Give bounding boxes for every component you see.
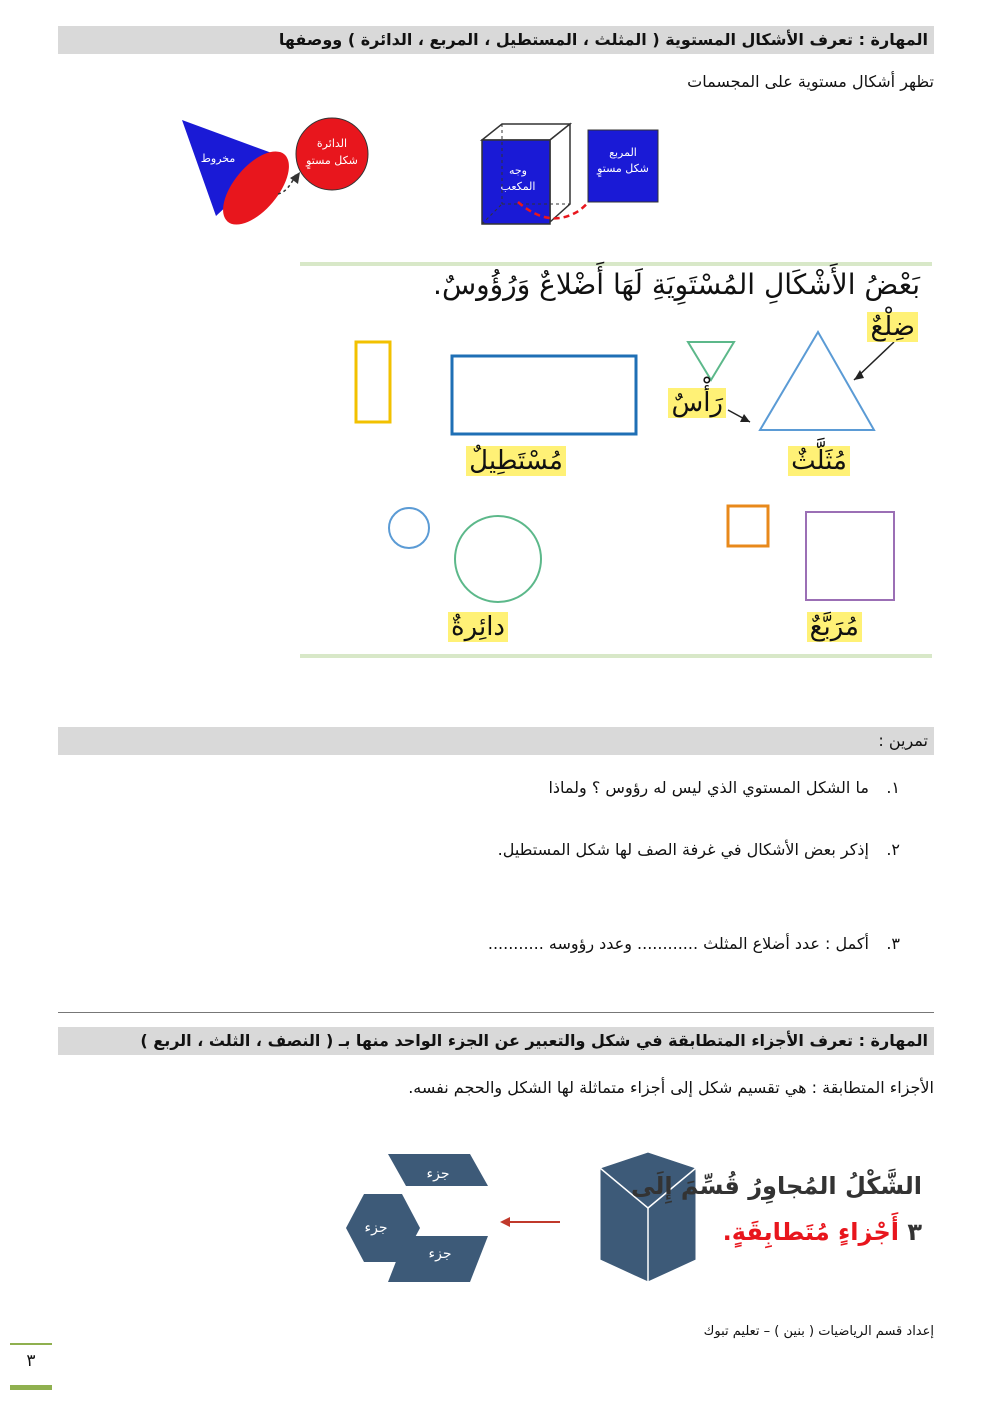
question-1-num: ١. [886, 778, 900, 797]
parts-caption-text: أَجْزاءٍ مُتَطابِقَةٍ. [722, 1218, 899, 1246]
exercise-title: تمرين : [58, 727, 934, 755]
circle-label-2: شكل مستوٍ [306, 154, 358, 167]
cube-face-2: المكعب [500, 180, 536, 193]
question-3 [488, 934, 900, 953]
rectangle-label: مُسْتَطِيلٌ [466, 446, 566, 476]
vertex-label: رَأْسٌ [668, 388, 726, 418]
skill1-intro: تظهر أشكال مستوية على المجسمات [687, 72, 934, 91]
rectangle [452, 356, 636, 434]
tall-rectangle [356, 342, 390, 422]
part-label-2: جزء [364, 1220, 388, 1236]
big-circle [455, 516, 541, 602]
panel-title: بَعْضُ الأَشْكَالِ المُسْتَوِيَةِ لَهَا أَضْلاعٌ وَرُؤُوسٌ. [433, 268, 920, 301]
part-label-3: جزء [428, 1246, 452, 1262]
square-label-2: شكل مستوٍ [597, 162, 649, 175]
skill2-definition: الأجزاء المتطابقة : هي تقسيم شكل إلى أجزاء متماثلة لها الشكل والحجم نفسه. [408, 1078, 934, 1097]
parts-caption-line1: الشَّكْلُ المُجاوِرُ قُسِّمَ إِلَى [631, 1172, 922, 1200]
cube-face-1: وجه [508, 164, 528, 177]
circle-label-1: الدائرة [316, 137, 348, 150]
side-label: ضِلْعٌ [867, 312, 918, 342]
question-2-num: ٢. [886, 840, 900, 859]
page-number: ٣ [10, 1343, 52, 1390]
shapes-panel [300, 262, 932, 658]
footer-credit: إعداد قسم الرياضيات ( بنين ) – تعليم تبوك [703, 1324, 934, 1339]
small-triangle [688, 342, 734, 380]
circle-label: دائِرةٌ [448, 612, 508, 642]
small-square [728, 506, 768, 546]
solids-figure [170, 112, 670, 236]
skill2-title: المهارة : تعرف الأجزاء المتطابقة في شكل والتعبير عن الجزء الواحد منها بـ ( النصف ، الثلث ، الربع ) [58, 1027, 934, 1055]
cube-side [550, 124, 570, 222]
triangle-label: مُثَلَّثٌ [788, 446, 850, 476]
small-circle [389, 508, 429, 548]
question-2 [498, 840, 900, 859]
question-1 [548, 778, 900, 797]
part-label-1: جزء [426, 1166, 450, 1182]
parts-caption-num: ٣ [907, 1218, 922, 1246]
big-square [806, 512, 894, 600]
question-2-text: إذكر بعض الأشكال في غرفة الصف لها شكل المستطيل. [497, 840, 869, 859]
square-label-1: المربع [609, 146, 637, 159]
skill1-title: المهارة : تعرف الأشكال المستوية ( المثلث ، المستطيل ، المربع ، الدائرة ) ووصفها [58, 26, 934, 54]
section-separator [58, 1012, 934, 1013]
triangle [760, 332, 874, 430]
question-3-text: أكمل : عدد أضلاع المثلث ............ وعدد رؤوسه ........... [487, 934, 869, 953]
parts-caption-line2 [723, 1218, 922, 1246]
cone-label: مخروط [200, 152, 236, 165]
square-label: مُرَبَّعٌ [807, 612, 862, 642]
question-3-num: ٣. [886, 934, 900, 953]
question-1-text: ما الشكل المستوي الذي ليس له رؤوس ؟ ولماذا [548, 778, 869, 797]
